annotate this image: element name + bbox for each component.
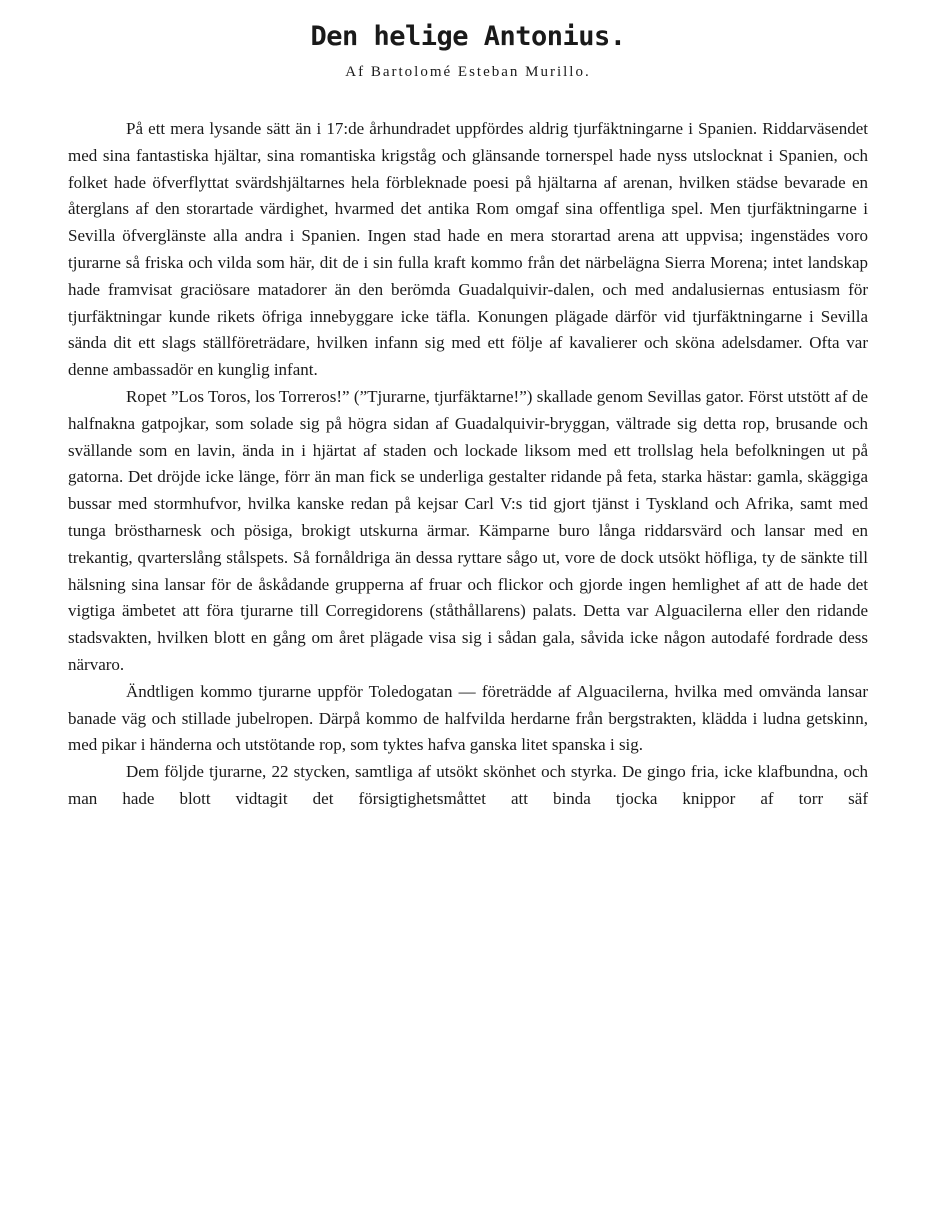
paragraph: Ropet ”Los Toros, los Torreros!” (”Tjurarne, tjurfäktarne!”) skallade genom Sevillas gator. Först utstött af de halfnakna gatpojkar, som solade sig på högra sidan af Guadalquivir-bryggan, vältrade sig detta rop, brusande och svällande som en lavin, ända in i hjärtat af staden och lockade liksom med ett trollslag hela befolkningen ut på gatorna. Det dröjde icke länge, förr än man fick se underliga gestalter ridande på feta, starka hästar: gamla, skäggiga bussar med stormhufvor, hvilka kanske redan på kejsar Carl V:s tid gjort tjänst i Tyskland och Afrika, samt med tunga bröstharnesk och pösiga, brokigt utskurna ärmar. Kämparne buro långa riddarsvärd och lansar med en trekantig, qvarterslång stålspets. Så fornåldriga än dessa ryttare sågo ut, vore de dock utsökt höfliga, ty de sänkte till hälsning sina lansar för de åskådande grupperna af fruar och flickor och gjorde ingen hemlighet af att de hade det vigtiga ämbetet att föra tjurarne till Corregidorens (ståthållarens) palats. Detta var Alguacilerna eller den ridande stadsvakten, hvilken blott en gång om året plägade visa sig i sådan gala, såvida icke någon autodafé fordrade dess närvaro. xyxy=(68,386,868,674)
document-title: Den helige Antonius. xyxy=(310,21,626,52)
paragraph: Dem följde tjurarne, 22 stycken, samtliga af utsökt skönhet och styrka. De gingo fria, icke klafbundna, och man hade blott vidtagit det försigtighetsmåttet att binda tjocka knippor af torr säf xyxy=(68,762,868,808)
document-byline: Af Bartolomé Esteban Murillo. xyxy=(345,64,591,80)
document-page xyxy=(68,18,868,813)
paragraph: Ändtligen kommo tjurarne uppför Toledogatan — företrädde af Alguacilerna, hvilka med omvända lansar banade väg och stillade jubelropen. Därpå kommo de halfvilda herdarne från bergstrakten, klädda i ludna getskinn, med pikar i händerna och utstötande rop, som tyktes hafva ganska litet spanska i sig. xyxy=(68,681,868,755)
document-body xyxy=(68,116,868,813)
paragraph: På ett mera lysande sätt än i 17:de århundradet uppfördes aldrig tjurfäktningarne i Spanien. Riddarväsendet med sina fantastiska hjältar, sina romantiska krigståg och glänsande tornerspel hade nyss utslocknat i Spanien, och folket hade öfverflyttat svärdshjältarnes hela förbleknade poesi på hjältarna af arenan, hvilken städse bevarade en återglans af den storartade värdighet, hvarmed det antika Rom omgaf sina offentliga spel. Men tjurfäktningarne i Sevilla öfverglänste alla andra i Spanien. Ingen stad hade en mera storartad arena att uppvisa; ingenstädes voro tjurarne så friska och vilda som här, dit de i sin fulla kraft kommo från det närbelägna Sierra Morena; intet landskap hade framvisat graciösare matadorer än den berömda Guadalquivir-dalen, och med andalusiernas entusiasm för tjurfäktningar kunde rikets öfriga innebyggare icke täfla. Konungen plägade därför vid tjurfäktningarne i Sevilla sända dit ett slags ställföreträdare, hvilken infann sig med ett följe af kavalierer och sköna adelsdamer. Ofta var denne ambassadör en kunglig infant. xyxy=(68,119,868,380)
